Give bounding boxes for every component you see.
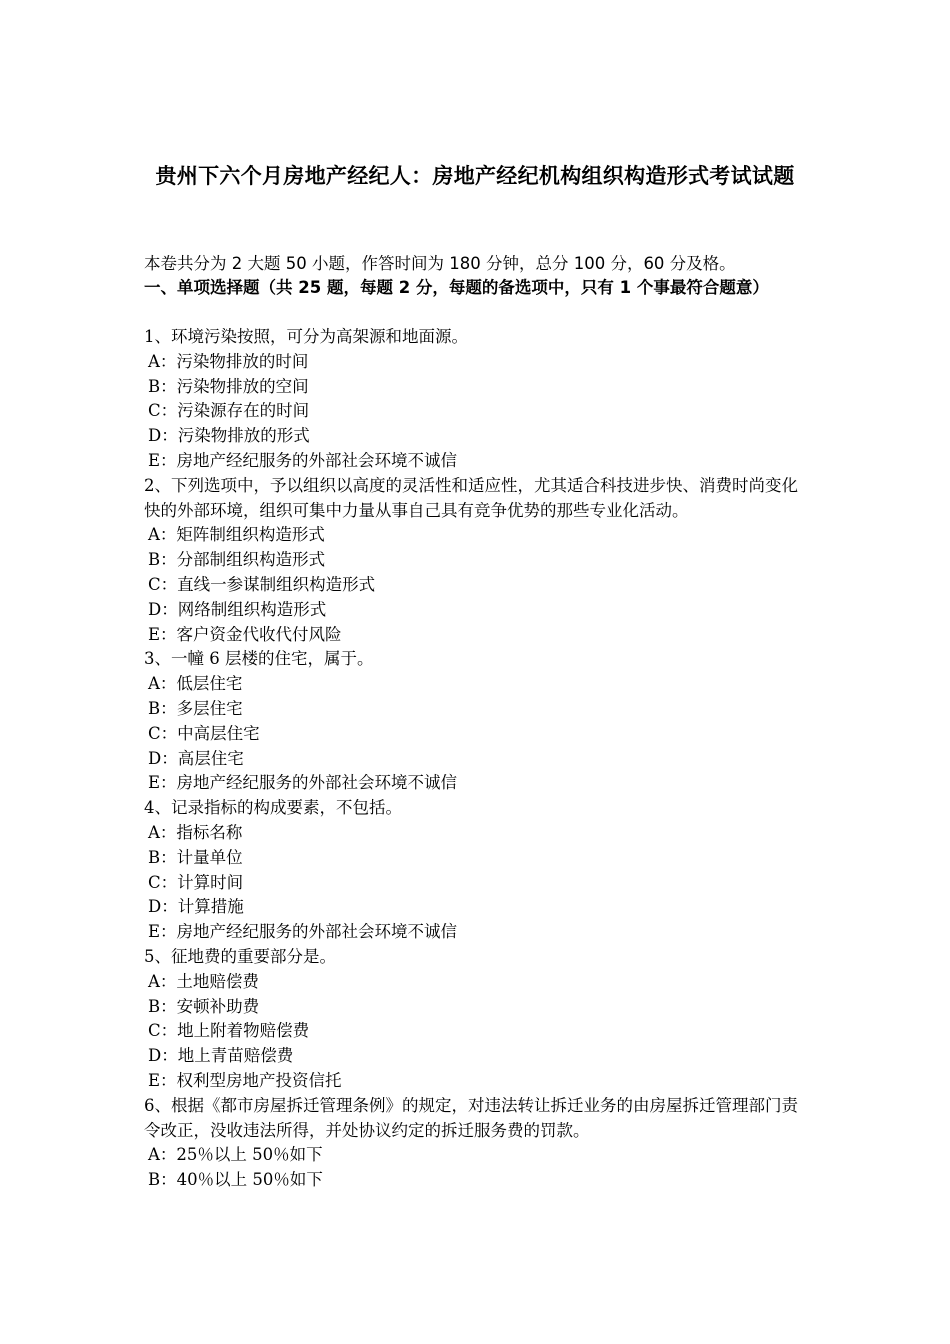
- option-a: A：土地赔偿费: [148, 971, 259, 991]
- section-heading: 一、单项选择题（共 25 题，每题 2 分，每题的备选项中，只有 1 个事最符合题意）: [144, 278, 769, 297]
- option-c: C：计算时间: [148, 872, 244, 892]
- option-e: E：权利型房地产投资信托: [148, 1070, 342, 1090]
- question-stem: 5、征地费的重要部分是。: [144, 946, 336, 966]
- question-stem: 2、下列选项中，予以组织以高度的灵活性和适应性，尤其适合科技进步快、消费时尚变化快的外部环境，组织可集中力量从事自己具有竞争优势的那些专业化活动。: [144, 475, 798, 520]
- option-e: E：房地产经纪服务的外部社会环境不诚信: [148, 773, 458, 793]
- question-stem: 1、环境污染按照，可分为高架源和地面源。: [144, 327, 468, 346]
- option-c: C：直线一参谋制组织构造形式: [148, 574, 376, 594]
- option-a: A：低层住宅: [148, 674, 243, 694]
- question-item: [144, 1094, 809, 1193]
- option-c: C：地上附着物赔偿费: [148, 1021, 310, 1041]
- option-d: D：污染物排放的形式: [148, 426, 310, 446]
- question-stem: 3、一幢 6 层楼的住宅，属于。: [144, 649, 374, 669]
- option-d: D：计算措施: [148, 897, 244, 917]
- option-b: B：污染物排放的空间: [148, 376, 309, 396]
- option-d: D：地上青苗赔偿费: [148, 1046, 294, 1066]
- option-d: D：高层住宅: [148, 748, 244, 768]
- question-item: [144, 647, 809, 796]
- question-item: [144, 796, 809, 945]
- question-stem: 4、记录指标的构成要素，不包括。: [144, 798, 402, 818]
- question-list: [144, 325, 809, 1193]
- question-item: [144, 945, 809, 1094]
- option-e: E：房地产经纪服务的外部社会环境不诚信: [148, 922, 458, 942]
- option-c: C：中高层住宅: [148, 723, 260, 743]
- option-a: A：矩阵制组织构造形式: [148, 525, 325, 545]
- question-stem: 6、根据《都市房屋拆迁管理条例》的规定，对违法转让拆迁业务的由房屋拆迁管理部门责令改正，没收违法所得，并处协议约定的拆迁服务费的罚款。: [144, 1095, 798, 1140]
- question-item: [144, 325, 809, 474]
- option-b: B：分部制组织构造形式: [148, 550, 326, 570]
- option-d: D：网络制组织构造形式: [148, 599, 327, 619]
- option-b: B：40％以上 50％如下: [148, 1170, 323, 1190]
- option-a: A：指标名称: [148, 822, 243, 842]
- document-title: 贵州下六个月房地产经纪人：房地产经纪机构组织构造形式考试试题: [155, 164, 795, 188]
- option-b: B：多层住宅: [148, 698, 243, 718]
- option-b: B：安顿补助费: [148, 996, 260, 1016]
- option-c: C：污染源存在的时间: [148, 401, 310, 421]
- option-a: A：25％以上 50％如下: [148, 1145, 323, 1165]
- option-e: E：客户资金代收代付风险: [148, 624, 342, 644]
- option-e: E：房地产经纪服务的外部社会环境不诚信: [148, 450, 458, 470]
- option-a: A：污染物排放的时间: [148, 351, 309, 371]
- exam-intro: 本卷共分为 2 大题 50 小题，作答时间为 180 分钟，总分 100 分，60 分及格。: [144, 254, 736, 273]
- option-b: B：计量单位: [148, 847, 243, 867]
- question-item: [144, 474, 809, 648]
